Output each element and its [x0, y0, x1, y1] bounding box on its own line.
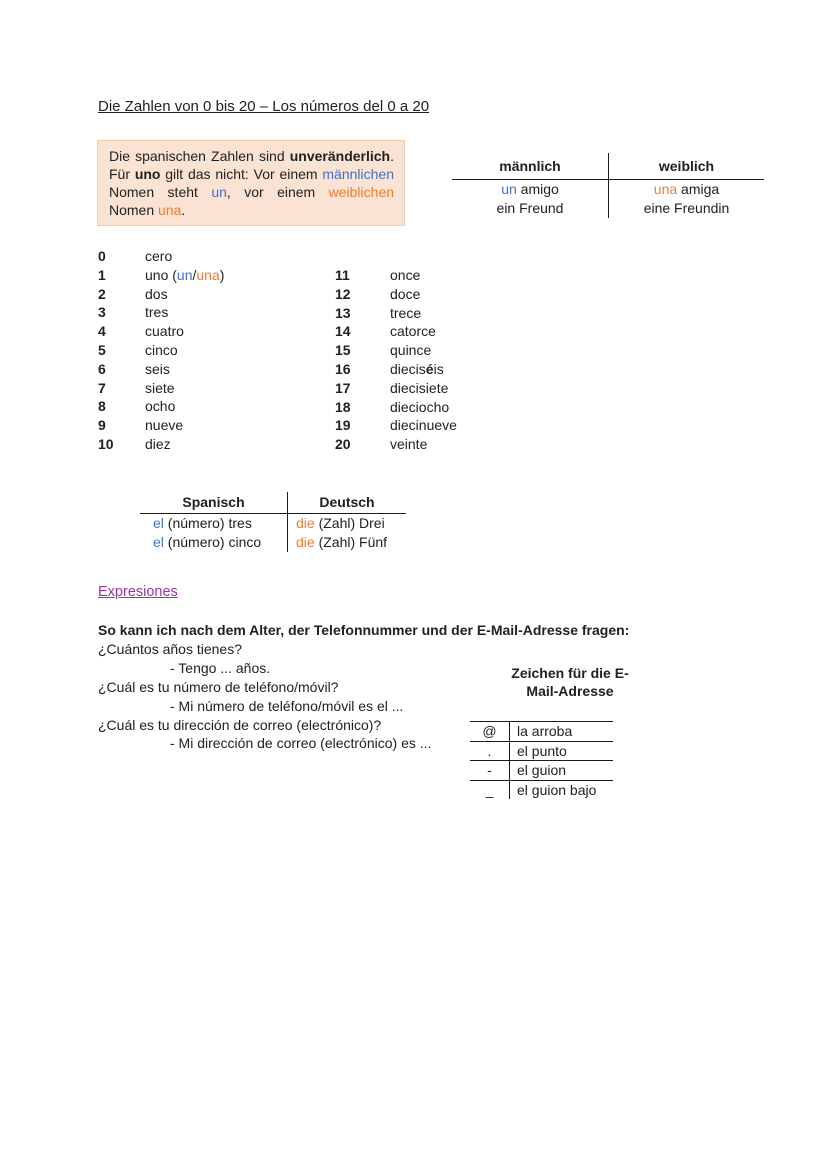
email-sign-name: la arroba — [517, 723, 573, 739]
number-word: cinco — [145, 341, 178, 358]
translation-cell-de: die (Zahl) Drei — [287, 514, 406, 533]
email-sign-name: el guion — [517, 762, 567, 778]
number-row-12 — [335, 285, 457, 304]
number-value: 18 — [335, 398, 351, 415]
email-sign-symbol: _ — [470, 781, 510, 800]
number-word: catorce — [390, 323, 436, 340]
translation-cell-es: el (número) cinco — [153, 534, 262, 550]
number-value: 14 — [335, 323, 351, 340]
number-value: 2 — [98, 285, 106, 302]
gender-cell-ein-freund: ein Freund — [496, 200, 564, 216]
number-row-3 — [98, 303, 224, 322]
gender-header-maennlich: männlich — [499, 158, 561, 174]
email-signs-title-line2: Mail-Adresse — [526, 683, 614, 699]
number-value: 8 — [98, 398, 106, 415]
number-row-1 — [98, 266, 224, 285]
email-sign-row-punto — [470, 741, 613, 761]
number-word: trece — [390, 304, 422, 321]
question-age: ¿Cuántos años tienes? — [98, 640, 242, 657]
number-row-13 — [335, 304, 457, 323]
number-value: 10 — [98, 435, 114, 452]
number-row-6 — [98, 360, 224, 379]
number-word: siete — [145, 379, 175, 396]
number-word: dieciocho — [390, 398, 450, 415]
number-row-11 — [335, 266, 457, 285]
expresiones-heading: Expresiones — [98, 584, 178, 600]
number-value: 4 — [98, 323, 106, 340]
number-row-8 — [98, 397, 224, 416]
email-signs-title — [486, 664, 654, 700]
email-sign-symbol: - — [470, 761, 510, 780]
gender-table-header — [452, 153, 764, 180]
number-word: diecinueve — [390, 417, 457, 434]
number-word: quince — [390, 342, 432, 359]
number-value: 17 — [335, 379, 351, 396]
number-row-17 — [335, 379, 457, 398]
email-sign-row-guion — [470, 760, 613, 780]
translation-table — [140, 492, 406, 552]
page-title: Die Zahlen von 0 bis 20 – Los números del 0 a 20 — [98, 98, 430, 115]
number-value: 7 — [98, 379, 106, 396]
number-word: veinte — [390, 436, 428, 453]
answer-phone: - Mi número de teléfono/móvil es el ... — [170, 697, 404, 714]
numbers-list-0-10 — [98, 247, 224, 454]
number-row-16 — [335, 360, 457, 379]
number-value: 1 — [98, 266, 106, 283]
answer-age: - Tengo ... años. — [170, 659, 271, 676]
info-box — [97, 140, 405, 226]
number-word: seis — [145, 360, 170, 377]
number-row-4 — [98, 322, 224, 341]
email-sign-name: el punto — [517, 742, 567, 759]
translation-header-spanisch: Spanisch — [182, 494, 245, 510]
translation-row-cinco — [140, 533, 406, 552]
email-sign-symbol: @ — [470, 722, 510, 741]
translation-table-header — [140, 492, 406, 514]
number-row-19 — [335, 416, 457, 435]
email-signs-title-line1: Zeichen für die E- — [511, 665, 629, 681]
number-word: tres — [145, 304, 169, 321]
gender-table-row-german — [452, 199, 764, 218]
number-row-5 — [98, 341, 224, 360]
number-value: 16 — [335, 360, 351, 377]
number-value: 0 — [98, 248, 106, 264]
number-row-0 — [98, 247, 224, 266]
number-word: ocho — [145, 398, 176, 415]
email-sign-symbol: . — [470, 742, 510, 761]
number-row-10 — [98, 435, 224, 454]
number-row-9 — [98, 416, 224, 435]
number-value: 9 — [98, 417, 106, 434]
numbers-list-11-20 — [335, 266, 457, 454]
question-phone: ¿Cuál es tu número de teléfono/móvil? — [98, 678, 339, 695]
number-word: dos — [145, 285, 168, 302]
gender-cell-una-amiga: una amiga — [608, 180, 764, 199]
number-value: 20 — [335, 436, 351, 453]
email-sign-name: el guion bajo — [517, 781, 597, 798]
answer-email: - Mi dirección de correo (electrónico) es ... — [170, 735, 432, 752]
number-word: cero — [145, 248, 173, 264]
number-value: 11 — [335, 267, 350, 283]
translation-cell-es: el (número) tres — [153, 515, 252, 531]
number-word: diez — [145, 435, 171, 452]
number-row-2 — [98, 285, 224, 304]
info-box-text: Die spanischen Zahlen sind unveränderlich. Für uno gilt das nicht: Vor einem männlichen Nomen steht un, vor einem weiblichen Nomen una. — [109, 148, 395, 218]
translation-row-tres — [140, 514, 406, 533]
gender-table — [452, 153, 764, 218]
gender-cell-un-amigo: un amigo — [501, 181, 559, 197]
number-word: diecisiete — [390, 379, 449, 396]
number-word: nueve — [145, 417, 184, 434]
gender-header-weiblich: weiblich — [608, 153, 764, 179]
number-word: doce — [390, 285, 421, 302]
number-row-15 — [335, 341, 457, 360]
question-email: ¿Cuál es tu dirección de correo (electrónico)? — [98, 716, 382, 733]
number-value: 15 — [335, 342, 351, 359]
email-sign-row-arroba — [470, 721, 613, 741]
expresiones-intro: So kann ich nach dem Alter, der Telefonnummer und der E-Mail-Adresse fragen: — [98, 622, 630, 638]
number-value: 6 — [98, 360, 106, 377]
number-row-20 — [335, 435, 457, 454]
number-row-7 — [98, 379, 224, 398]
number-word: cuatro — [145, 323, 184, 340]
number-value: 5 — [98, 341, 106, 358]
email-signs-table — [470, 721, 613, 799]
number-row-18 — [335, 398, 457, 417]
gender-table-row-spanish — [452, 180, 764, 199]
number-word: dieciséis — [390, 360, 444, 377]
number-word: once — [390, 267, 421, 283]
gender-cell-eine-freundin: eine Freundin — [608, 199, 764, 218]
number-row-14 — [335, 322, 457, 341]
number-value: 13 — [335, 304, 351, 321]
translation-cell-de: die (Zahl) Fünf — [287, 533, 406, 552]
number-word: uno (un/una) — [145, 266, 225, 283]
number-value: 3 — [98, 304, 106, 321]
number-value: 19 — [335, 417, 351, 434]
email-sign-row-guion-bajo — [470, 780, 613, 800]
translation-header-deutsch: Deutsch — [287, 492, 406, 513]
number-value: 12 — [335, 285, 351, 302]
